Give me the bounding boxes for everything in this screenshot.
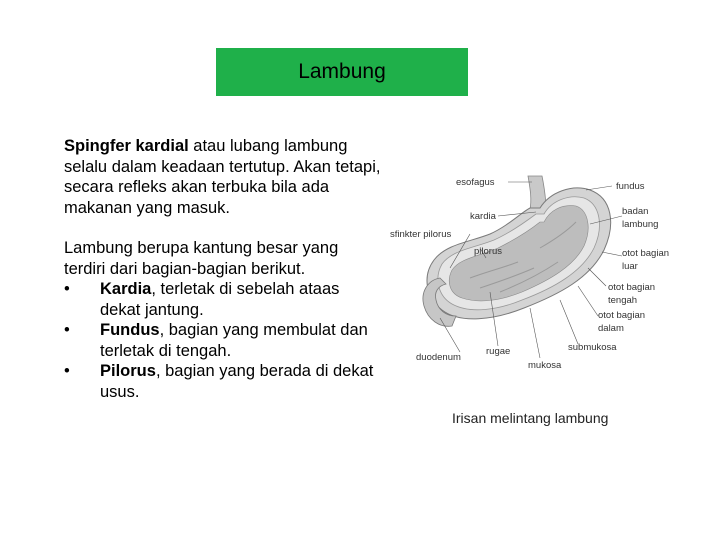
sphincter-term: Spingfer kardial [64, 137, 189, 155]
label-badan-lambung-1: badan [622, 206, 649, 217]
label-pilorus: pilorus [474, 246, 502, 257]
list-item [64, 361, 384, 402]
label-fundus: fundus [616, 181, 645, 192]
diagram-caption: Irisan melintang lambung [452, 410, 609, 426]
list-item-description: , bagian yang berada di dekat usus. [100, 362, 374, 401]
label-otot-tengah-2: tengah [608, 295, 638, 306]
sphincter-description: atau lubang lambung selalu dalam keadaan tertutup. Akan tetapi, secara refleks akan terbuka bila ada makanan yang masuk. [64, 137, 381, 217]
label-otot-luar-1: otot bagian [622, 248, 670, 259]
title-banner [216, 48, 468, 96]
list-item-term: Pilorus [100, 362, 156, 380]
list-item-description: , bagian yang membulat dan terletak di tengah. [100, 321, 368, 360]
bullet-symbol: • [64, 321, 70, 339]
label-otot-luar-2: luar [622, 261, 638, 272]
label-otot-dalam-2: dalam [598, 323, 624, 334]
label-rugae: rugae [486, 346, 511, 357]
parts-list [64, 279, 384, 402]
stomach-diagram [390, 168, 690, 388]
list-item-term: Kardia [100, 280, 152, 298]
page-title: Lambung [298, 60, 386, 83]
label-sfinkter-pilorus: sfinkter pilorus [390, 229, 452, 240]
bullet-symbol: • [64, 280, 70, 298]
bullet-symbol: • [64, 362, 70, 380]
label-mukosa: mukosa [528, 360, 562, 371]
text-block [64, 136, 384, 402]
label-kardia: kardia [470, 211, 496, 222]
list-item [64, 320, 384, 361]
label-badan-lambung-2: lambung [622, 219, 659, 230]
list-item [64, 279, 384, 320]
paragraph-parts-intro: Lambung berupa kantung besar yang terdiri dari bagian-bagian berikut. [64, 239, 339, 278]
label-otot-tengah-1: otot bagian [608, 282, 656, 293]
label-otot-dalam-1: otot bagian [598, 310, 646, 321]
paragraph-sphincter [64, 136, 384, 218]
list-item-term: Fundus [100, 321, 160, 339]
label-esofagus: esofagus [456, 177, 495, 188]
label-duodenum: duodenum [416, 352, 461, 363]
list-item-description: , terletak di sebelah ataas dekat jantung. [100, 280, 340, 319]
label-submukosa: submukosa [568, 342, 617, 353]
